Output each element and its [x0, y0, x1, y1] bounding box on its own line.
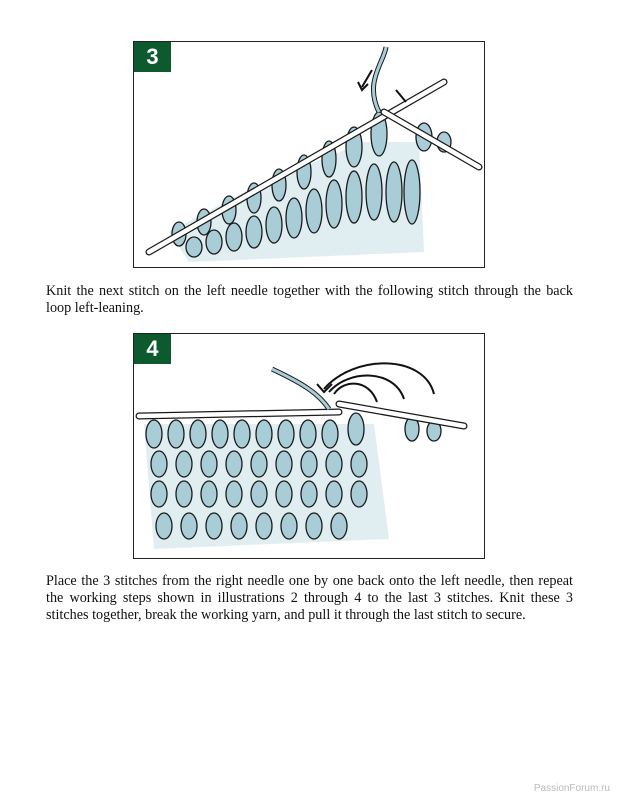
knitting-drawing-3 — [134, 42, 484, 267]
knitting-illustration-4 — [133, 333, 485, 559]
figure-number-badge: 4 — [134, 334, 171, 364]
knitting-drawing-4 — [134, 334, 484, 558]
watermark: PassionForum.ru — [533, 783, 610, 794]
instruction-text-3: Knit the next stitch on the left needle together with the following stitch through the back loop left-leaning. — [46, 283, 573, 317]
figure-number-badge: 3 — [134, 42, 171, 72]
instruction-text-4: Place the 3 stitches from the right needle one by one back onto the left needle, then repeat the working steps shown in illustrations 2 through 4 to the last 3 stitches. Knit these 3 stitches together, break the working yarn, and pull it through the last stitch to secure. — [46, 573, 573, 624]
knitting-illustration-3 — [133, 41, 485, 268]
